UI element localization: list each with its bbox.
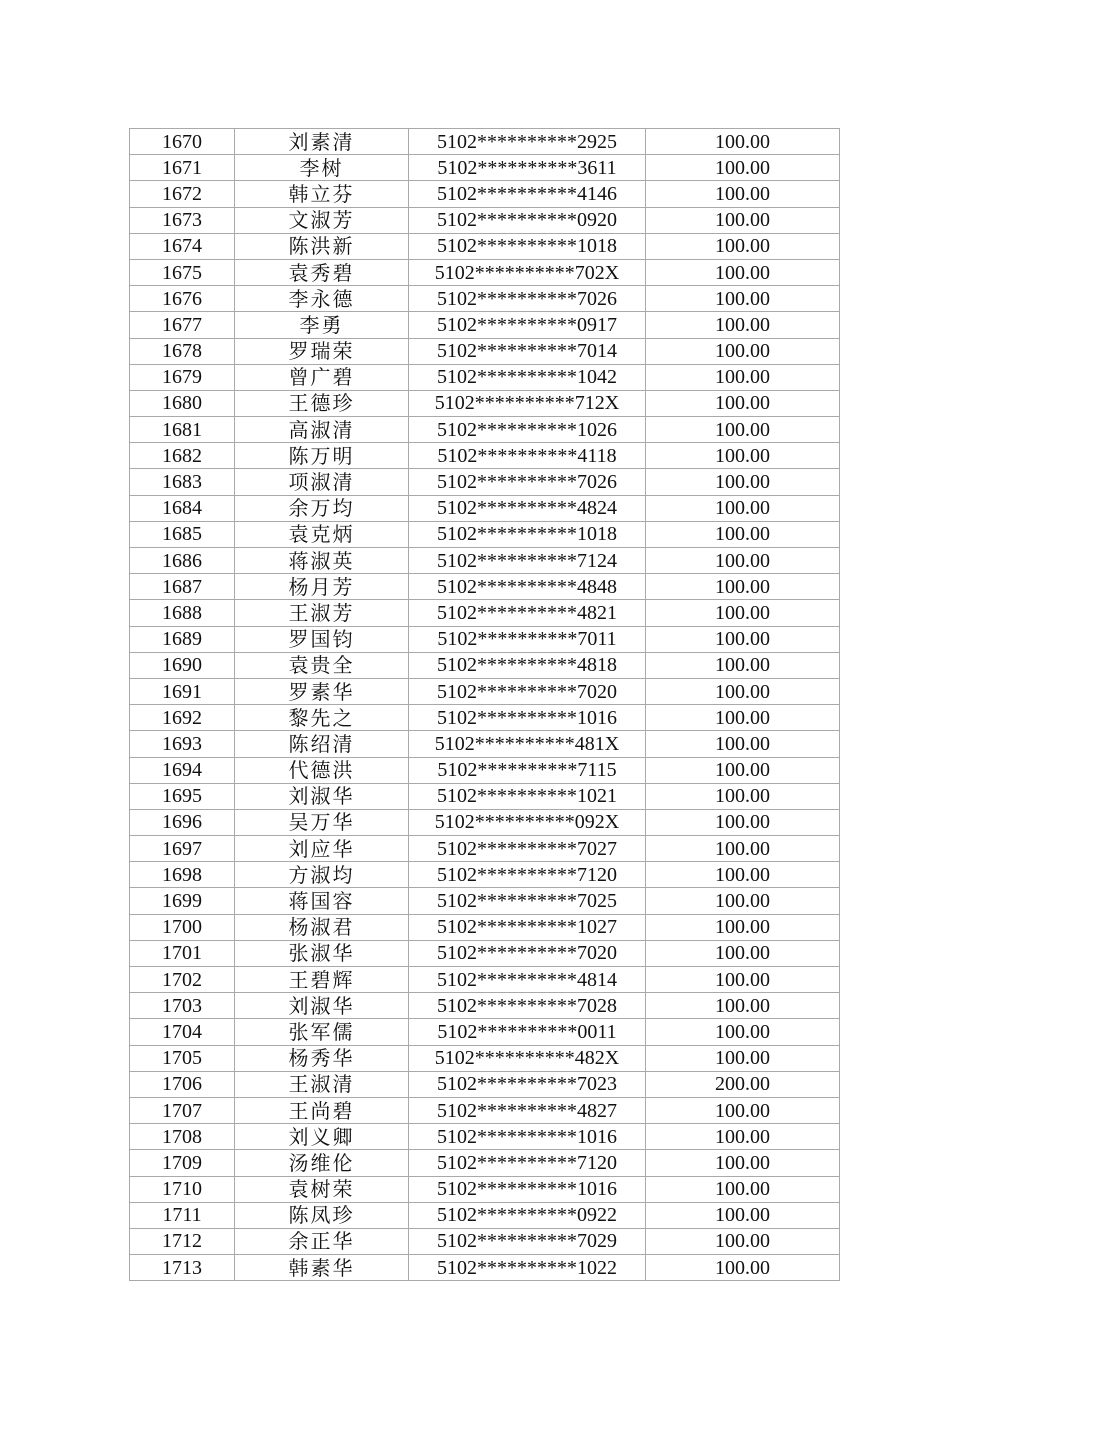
row-number-cell: 1694	[130, 757, 235, 783]
table-row	[130, 783, 840, 809]
name-cell: 汤维伦	[235, 1150, 409, 1176]
amount-cell: 100.00	[646, 286, 840, 312]
id-number-cell: 5102**********0920	[409, 207, 646, 233]
id-number-cell: 5102**********7124	[409, 548, 646, 574]
name-cell: 蒋淑英	[235, 548, 409, 574]
id-number-cell: 5102**********092X	[409, 809, 646, 835]
row-number-cell: 1672	[130, 181, 235, 207]
table-row	[130, 390, 840, 416]
row-number-cell: 1706	[130, 1071, 235, 1097]
table-row	[130, 207, 840, 233]
name-cell: 王碧辉	[235, 967, 409, 993]
table-row	[130, 731, 840, 757]
id-number-cell: 5102**********1016	[409, 1176, 646, 1202]
amount-cell: 100.00	[646, 233, 840, 259]
id-number-cell: 5102**********7120	[409, 1150, 646, 1176]
name-cell: 刘淑华	[235, 783, 409, 809]
row-number-cell: 1675	[130, 259, 235, 285]
row-number-cell: 1673	[130, 207, 235, 233]
table-row	[130, 626, 840, 652]
table-row	[130, 233, 840, 259]
amount-cell: 100.00	[646, 338, 840, 364]
amount-cell: 200.00	[646, 1071, 840, 1097]
table-row	[130, 1097, 840, 1123]
amount-cell: 100.00	[646, 390, 840, 416]
id-number-cell: 5102**********0011	[409, 1019, 646, 1045]
name-cell: 刘素清	[235, 129, 409, 155]
id-number-cell: 5102**********481X	[409, 731, 646, 757]
row-number-cell: 1680	[130, 390, 235, 416]
table-row	[130, 600, 840, 626]
id-number-cell: 5102**********1018	[409, 233, 646, 259]
name-cell: 袁贵全	[235, 652, 409, 678]
table-row	[130, 1019, 840, 1045]
roster-table	[129, 128, 840, 1281]
row-number-cell: 1699	[130, 888, 235, 914]
table-row	[130, 914, 840, 940]
name-cell: 张军儒	[235, 1019, 409, 1045]
id-number-cell: 5102**********7020	[409, 940, 646, 966]
id-number-cell: 5102**********1042	[409, 364, 646, 390]
amount-cell: 100.00	[646, 809, 840, 835]
row-number-cell: 1705	[130, 1045, 235, 1071]
table-row	[130, 155, 840, 181]
amount-cell: 100.00	[646, 364, 840, 390]
amount-cell: 100.00	[646, 548, 840, 574]
id-number-cell: 5102**********3611	[409, 155, 646, 181]
name-cell: 陈万明	[235, 443, 409, 469]
name-cell: 余万均	[235, 495, 409, 521]
row-number-cell: 1674	[130, 233, 235, 259]
name-cell: 陈洪新	[235, 233, 409, 259]
amount-cell: 100.00	[646, 914, 840, 940]
row-number-cell: 1693	[130, 731, 235, 757]
id-number-cell: 5102**********7026	[409, 286, 646, 312]
id-number-cell: 5102**********4818	[409, 652, 646, 678]
table-row	[130, 364, 840, 390]
row-number-cell: 1695	[130, 783, 235, 809]
row-number-cell: 1702	[130, 967, 235, 993]
amount-cell: 100.00	[646, 993, 840, 1019]
row-number-cell: 1687	[130, 574, 235, 600]
row-number-cell: 1703	[130, 993, 235, 1019]
amount-cell: 100.00	[646, 1176, 840, 1202]
table-row	[130, 1202, 840, 1228]
row-number-cell: 1700	[130, 914, 235, 940]
id-number-cell: 5102**********1018	[409, 521, 646, 547]
name-cell: 文淑芳	[235, 207, 409, 233]
amount-cell: 100.00	[646, 1150, 840, 1176]
row-number-cell: 1671	[130, 155, 235, 181]
amount-cell: 100.00	[646, 1097, 840, 1123]
id-number-cell: 5102**********2925	[409, 129, 646, 155]
amount-cell: 100.00	[646, 600, 840, 626]
table-row	[130, 888, 840, 914]
id-number-cell: 5102**********4824	[409, 495, 646, 521]
row-number-cell: 1701	[130, 940, 235, 966]
amount-cell: 100.00	[646, 1045, 840, 1071]
id-number-cell: 5102**********4814	[409, 967, 646, 993]
table-row	[130, 312, 840, 338]
table-row	[130, 1071, 840, 1097]
name-cell: 余正华	[235, 1228, 409, 1254]
row-number-cell: 1704	[130, 1019, 235, 1045]
name-cell: 高淑清	[235, 417, 409, 443]
row-number-cell: 1686	[130, 548, 235, 574]
name-cell: 李树	[235, 155, 409, 181]
table-row	[130, 338, 840, 364]
amount-cell: 100.00	[646, 783, 840, 809]
id-number-cell: 5102**********4821	[409, 600, 646, 626]
id-number-cell: 5102**********1027	[409, 914, 646, 940]
id-number-cell: 5102**********712X	[409, 390, 646, 416]
row-number-cell: 1710	[130, 1176, 235, 1202]
name-cell: 张淑华	[235, 940, 409, 966]
name-cell: 李勇	[235, 312, 409, 338]
name-cell: 袁秀碧	[235, 259, 409, 285]
name-cell: 曾广碧	[235, 364, 409, 390]
name-cell: 方淑均	[235, 862, 409, 888]
amount-cell: 100.00	[646, 155, 840, 181]
amount-cell: 100.00	[646, 757, 840, 783]
id-number-cell: 5102**********7026	[409, 469, 646, 495]
name-cell: 罗瑞荣	[235, 338, 409, 364]
table-row	[130, 129, 840, 155]
row-number-cell: 1689	[130, 626, 235, 652]
name-cell: 王淑芳	[235, 600, 409, 626]
row-number-cell: 1711	[130, 1202, 235, 1228]
row-number-cell: 1681	[130, 417, 235, 443]
row-number-cell: 1709	[130, 1150, 235, 1176]
name-cell: 罗国钧	[235, 626, 409, 652]
row-number-cell: 1712	[130, 1228, 235, 1254]
amount-cell: 100.00	[646, 574, 840, 600]
name-cell: 刘义卿	[235, 1124, 409, 1150]
row-number-cell: 1707	[130, 1097, 235, 1123]
amount-cell: 100.00	[646, 259, 840, 285]
table-row	[130, 181, 840, 207]
id-number-cell: 5102**********1026	[409, 417, 646, 443]
id-number-cell: 5102**********7020	[409, 678, 646, 704]
id-number-cell: 5102**********0922	[409, 1202, 646, 1228]
table-row	[130, 836, 840, 862]
table-row	[130, 259, 840, 285]
name-cell: 杨秀华	[235, 1045, 409, 1071]
amount-cell: 100.00	[646, 1019, 840, 1045]
id-number-cell: 5102**********1016	[409, 705, 646, 731]
amount-cell: 100.00	[646, 469, 840, 495]
id-number-cell: 5102**********4827	[409, 1097, 646, 1123]
id-number-cell: 5102**********0917	[409, 312, 646, 338]
row-number-cell: 1670	[130, 129, 235, 155]
name-cell: 李永德	[235, 286, 409, 312]
amount-cell: 100.00	[646, 705, 840, 731]
amount-cell: 100.00	[646, 129, 840, 155]
table-row	[130, 1045, 840, 1071]
table-row	[130, 495, 840, 521]
amount-cell: 100.00	[646, 626, 840, 652]
row-number-cell: 1683	[130, 469, 235, 495]
id-number-cell: 5102**********1021	[409, 783, 646, 809]
id-number-cell: 5102**********7025	[409, 888, 646, 914]
name-cell: 杨月芳	[235, 574, 409, 600]
id-number-cell: 5102**********7027	[409, 836, 646, 862]
amount-cell: 100.00	[646, 1124, 840, 1150]
amount-cell: 100.00	[646, 731, 840, 757]
table-row	[130, 1228, 840, 1254]
id-number-cell: 5102**********7120	[409, 862, 646, 888]
name-cell: 项淑清	[235, 469, 409, 495]
amount-cell: 100.00	[646, 967, 840, 993]
amount-cell: 100.00	[646, 1202, 840, 1228]
row-number-cell: 1691	[130, 678, 235, 704]
id-number-cell: 5102**********7014	[409, 338, 646, 364]
id-number-cell: 5102**********4146	[409, 181, 646, 207]
row-number-cell: 1692	[130, 705, 235, 731]
id-number-cell: 5102**********702X	[409, 259, 646, 285]
id-number-cell: 5102**********7011	[409, 626, 646, 652]
table-row	[130, 967, 840, 993]
row-number-cell: 1679	[130, 364, 235, 390]
amount-cell: 100.00	[646, 417, 840, 443]
row-number-cell: 1713	[130, 1255, 235, 1281]
name-cell: 杨淑君	[235, 914, 409, 940]
table-row	[130, 993, 840, 1019]
row-number-cell: 1684	[130, 495, 235, 521]
table-row	[130, 1124, 840, 1150]
table-row	[130, 809, 840, 835]
name-cell: 陈绍清	[235, 731, 409, 757]
table-row	[130, 652, 840, 678]
row-number-cell: 1708	[130, 1124, 235, 1150]
id-number-cell: 5102**********1022	[409, 1255, 646, 1281]
amount-cell: 100.00	[646, 443, 840, 469]
row-number-cell: 1690	[130, 652, 235, 678]
amount-cell: 100.00	[646, 678, 840, 704]
amount-cell: 100.00	[646, 312, 840, 338]
amount-cell: 100.00	[646, 207, 840, 233]
name-cell: 王德珍	[235, 390, 409, 416]
amount-cell: 100.00	[646, 940, 840, 966]
name-cell: 陈凤珍	[235, 1202, 409, 1228]
id-number-cell: 5102**********4118	[409, 443, 646, 469]
amount-cell: 100.00	[646, 1255, 840, 1281]
table-row	[130, 548, 840, 574]
name-cell: 吴万华	[235, 809, 409, 835]
table-row	[130, 862, 840, 888]
table-row	[130, 757, 840, 783]
amount-cell: 100.00	[646, 652, 840, 678]
name-cell: 韩素华	[235, 1255, 409, 1281]
amount-cell: 100.00	[646, 495, 840, 521]
table-row	[130, 286, 840, 312]
id-number-cell: 5102**********1016	[409, 1124, 646, 1150]
roster-table-body	[130, 129, 840, 1281]
row-number-cell: 1688	[130, 600, 235, 626]
row-number-cell: 1698	[130, 862, 235, 888]
name-cell: 刘淑华	[235, 993, 409, 1019]
row-number-cell: 1685	[130, 521, 235, 547]
id-number-cell: 5102**********4848	[409, 574, 646, 600]
name-cell: 韩立芬	[235, 181, 409, 207]
id-number-cell: 5102**********7023	[409, 1071, 646, 1097]
row-number-cell: 1682	[130, 443, 235, 469]
id-number-cell: 5102**********482X	[409, 1045, 646, 1071]
name-cell: 黎先之	[235, 705, 409, 731]
table-row	[130, 443, 840, 469]
id-number-cell: 5102**********7115	[409, 757, 646, 783]
amount-cell: 100.00	[646, 836, 840, 862]
amount-cell: 100.00	[646, 862, 840, 888]
row-number-cell: 1697	[130, 836, 235, 862]
row-number-cell: 1696	[130, 809, 235, 835]
name-cell: 袁树荣	[235, 1176, 409, 1202]
table-row	[130, 417, 840, 443]
amount-cell: 100.00	[646, 1228, 840, 1254]
row-number-cell: 1678	[130, 338, 235, 364]
name-cell: 袁克炳	[235, 521, 409, 547]
table-row	[130, 1176, 840, 1202]
row-number-cell: 1677	[130, 312, 235, 338]
table-row	[130, 1255, 840, 1281]
table-row	[130, 678, 840, 704]
row-number-cell: 1676	[130, 286, 235, 312]
amount-cell: 100.00	[646, 888, 840, 914]
name-cell: 王尚碧	[235, 1097, 409, 1123]
name-cell: 王淑清	[235, 1071, 409, 1097]
name-cell: 罗素华	[235, 678, 409, 704]
name-cell: 蒋国容	[235, 888, 409, 914]
id-number-cell: 5102**********7028	[409, 993, 646, 1019]
amount-cell: 100.00	[646, 181, 840, 207]
amount-cell: 100.00	[646, 521, 840, 547]
name-cell: 刘应华	[235, 836, 409, 862]
table-row	[130, 1150, 840, 1176]
table-row	[130, 469, 840, 495]
name-cell: 代德洪	[235, 757, 409, 783]
id-number-cell: 5102**********7029	[409, 1228, 646, 1254]
table-row	[130, 574, 840, 600]
table-row	[130, 521, 840, 547]
table-row	[130, 940, 840, 966]
table-row	[130, 705, 840, 731]
